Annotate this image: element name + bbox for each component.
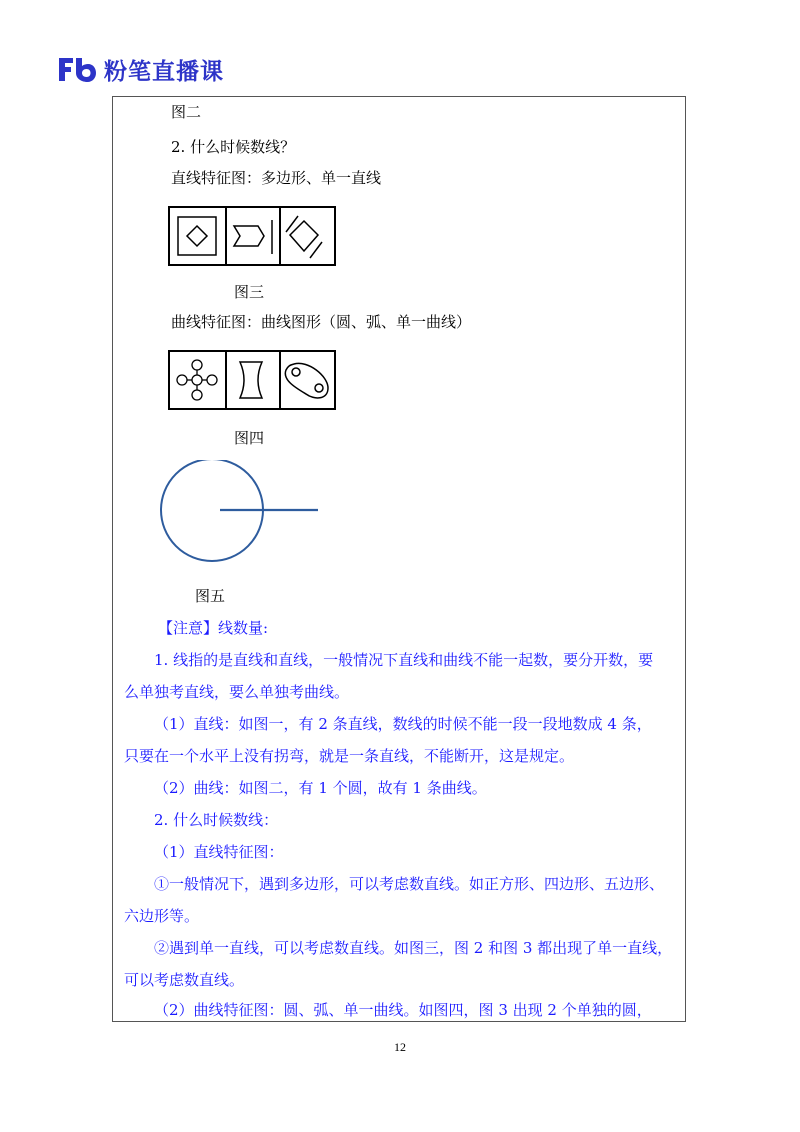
note-p7: ②遇到单一直线，可以考虑数直线。如图三，图 2 和图 3 都出现了单一直线， bbox=[154, 939, 673, 957]
brand-logo bbox=[56, 52, 224, 86]
fig4-caption: 图四 bbox=[234, 429, 265, 447]
arc-shape bbox=[240, 362, 262, 398]
figure-3 bbox=[168, 206, 336, 266]
fig2-caption: 图二 bbox=[171, 103, 202, 121]
curve-feature-heading: 曲线特征图：曲线图形（圆、弧、单一曲线） bbox=[171, 313, 472, 331]
fb-logo-icon bbox=[56, 54, 98, 84]
pentagon-line-shape bbox=[234, 220, 272, 254]
note-p5: （1）直线特征图： bbox=[154, 843, 284, 861]
note-p2-cont: 只要在一个水平上没有拐弯，就是一条直线，不能断开，这是规定。 bbox=[124, 747, 575, 765]
linked-circles-shape bbox=[285, 363, 328, 398]
fig3-caption: 图三 bbox=[234, 283, 265, 301]
straight-feature-heading: 直线特征图：多边形、单一直线 bbox=[171, 169, 382, 187]
question-2-title: 2. 什么时候数线？ bbox=[171, 138, 296, 156]
note-p7-cont: 可以考虑数直线。 bbox=[124, 971, 245, 989]
note-p1: 1. 线指的是直线和直线，一般情况下直线和曲线不能一起数，要分开数，要 bbox=[154, 651, 654, 669]
page-number: 12 bbox=[394, 1040, 406, 1054]
logo-text: 粉笔直播课 bbox=[104, 58, 224, 85]
diamond-slashes-shape bbox=[286, 216, 322, 258]
figure-5 bbox=[155, 460, 325, 572]
note-title: 【注意】线数量: bbox=[158, 619, 269, 637]
note-p4: 2. 什么时候数线： bbox=[154, 811, 279, 829]
flower-circles-shape bbox=[177, 360, 217, 400]
note-p8: （2）曲线特征图：圆、弧、单一曲线。如图四，图 3 出现 2 个单独的圆， bbox=[154, 1001, 652, 1019]
note-p6: ①一般情况下，遇到多边形，可以考虑数直线。如正方形、四边形、五边形、 bbox=[154, 875, 665, 893]
note-p1-cont: 么单独考直线，要么单独考曲线。 bbox=[124, 683, 350, 701]
figure-4 bbox=[168, 350, 336, 410]
square-diamond-shape bbox=[178, 217, 216, 255]
note-p2: （1）直线：如图一，有 2 条直线，数线的时候不能一段一段地数成 4 条， bbox=[154, 715, 652, 733]
note-p6-cont: 六边形等。 bbox=[124, 907, 200, 925]
fig5-caption: 图五 bbox=[195, 587, 226, 605]
note-p3: （2）曲线：如图二，有 1 个圆，故有 1 条曲线。 bbox=[154, 779, 487, 797]
